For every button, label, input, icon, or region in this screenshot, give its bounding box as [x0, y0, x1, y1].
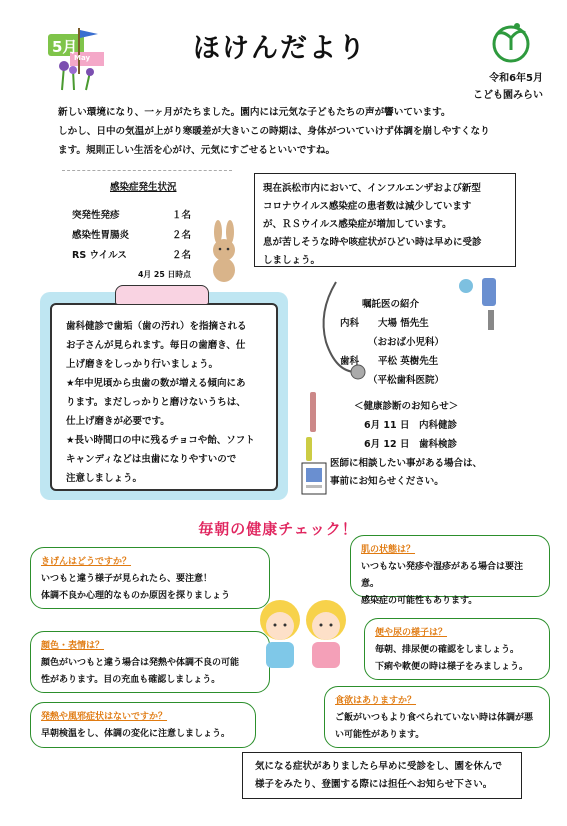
check-bubble-mood [30, 547, 270, 609]
dental-line: 仕上げ磨きが必要です。 [66, 416, 170, 427]
stat-name: 突発性発疹 [72, 210, 120, 221]
check-answer: 毎朝、排尿便の確認をしましょう。 [375, 645, 520, 655]
checkup-dental: 6月 12 日 歯科検診 [364, 439, 457, 450]
check-answer: 性があります。目の充血も確認しましょう。 [41, 675, 221, 685]
internal-doctor: 内科 大場 悟先生 [340, 318, 429, 329]
check-answer: 下痢や軟便の時は様子をみましょう。 [375, 662, 529, 672]
consult-notice [292, 455, 517, 491]
issue-date: 令和6年5月 [489, 73, 543, 84]
stat-name: RS ウイルス [72, 250, 127, 261]
rabbit-illustration [206, 220, 242, 282]
flu-line: 息が苦しそうな時や咳症状がひどい時は早めに受診 [263, 237, 482, 248]
school-logo [489, 20, 533, 64]
check-bubble-stool [364, 618, 550, 680]
consult-line: 医師に相談したい事がある場合は、 [330, 458, 483, 469]
footer-line: 気になる症状がありましたら早めに受診をし、園を休んで [255, 761, 503, 772]
thermometer-icon [310, 392, 316, 432]
check-answer: 早朝検温をし、体調の変化に注意しましょう。 [41, 729, 231, 739]
check-bubble-complexion [30, 631, 270, 693]
dental-line: お子さんが見られます。毎日の歯磨き、仕 [66, 340, 246, 351]
dental-line: 上げ磨きをしっかり行いましょう。 [66, 359, 219, 370]
check-question: 便や尿の様子は？ [375, 628, 448, 638]
stat-count: ２名 [172, 250, 192, 261]
stat-name: 感染性胃腸炎 [72, 230, 130, 241]
flu-line: が、ＲＳウイルス感染症が増加しています。 [263, 219, 452, 230]
doctors-section [340, 295, 520, 454]
stats-date: 4月 25 日時点 [138, 270, 191, 279]
dental-line: キャンディなどは虫歯になりやすいので [66, 454, 237, 465]
dental-line: ★年中児頃から虫歯の数が増える傾向にあ [66, 378, 246, 389]
check-question: 肌の状態は？ [361, 545, 416, 555]
intro-line: ます。規則正しい生活を心がけ、元気にすごせるといいですね。 [58, 145, 336, 156]
footer-line: 様子をみたり、登園する際には担任へお知らせ下さい。 [255, 779, 493, 790]
stat-count: １名 [172, 210, 192, 221]
dental-doctor: 歯科 平松 英樹先生 [340, 356, 439, 367]
checkups-heading: ＜健康診断のお知らせ＞ [354, 401, 459, 412]
children-illustration [248, 590, 358, 670]
sprout-logo-icon [489, 20, 533, 64]
month-en-label: May [74, 54, 91, 62]
dental-line: ります。まだしっかりと磨けないうちは、 [66, 397, 246, 408]
check-bubble-appetite [324, 686, 550, 748]
header-meta [473, 70, 543, 104]
check-question: きげんはどうですか？ [41, 557, 132, 567]
check-answer: いつもと違う様子が見られたら、要注意！ [41, 574, 213, 584]
flu-notice [254, 173, 516, 267]
health-check-title: 毎朝の健康チェック！ [198, 520, 358, 538]
check-bubble-skin [350, 535, 550, 606]
dental-notes [50, 303, 278, 491]
check-answer: 感染症の可能性もあります。 [361, 596, 478, 606]
footer-notice [242, 752, 522, 799]
check-bubble-fever [30, 702, 256, 748]
dental-line: 歯科健診で歯垢（歯の汚れ）を指摘される [66, 321, 247, 332]
stat-count: ２名 [172, 230, 192, 241]
check-question: 食欲はありますか？ [335, 696, 417, 706]
month-badge [44, 26, 120, 92]
dental-line: 注意しましょう。 [66, 473, 143, 484]
clipboard-clip [115, 285, 209, 305]
dental-line: ★長い時間口の中に残るチョコや飴、ソフト [66, 435, 255, 446]
consult-line: 事前にお知らせください。 [330, 476, 444, 487]
intro-line: 新しい環境になり、一ヶ月がたちました。園内には元気な子どもたちの声が響いています。 [58, 107, 451, 118]
bottle-icon [459, 279, 473, 293]
check-answer: ご飯がいつもより食べられていない時は体調が悪 [335, 713, 534, 723]
dental-clinic: （平松歯科医院） [368, 375, 445, 386]
check-question: 顔色・表情は？ [41, 641, 105, 651]
page-title: ほけんだより [193, 33, 367, 64]
flu-line: 現在浜松市内において、インフルエンザおよび新型 [263, 183, 481, 194]
intro-line: しかし、日中の気温が上がり寒暖差が大きいこの時期は、身体がついていけず体調を崩しやすくなり [58, 126, 490, 137]
check-question: 発熱や風邪症状はないですか？ [41, 712, 168, 722]
flu-line: コロナウイルス感染症の患者数は減少しています [263, 201, 472, 212]
intro-text [58, 103, 518, 160]
check-answer: 顔色がいつもと違う場合は発熱や体調不良の可能 [41, 658, 240, 668]
stats-title: 感染症発生状況 [110, 182, 177, 193]
doctors-heading: 嘱託医の紹介 [362, 299, 420, 310]
check-answer: い可能性があります。 [335, 730, 425, 740]
month-label: 5月 [52, 38, 78, 56]
check-answer: いつもない発疹や湿疹がある場合は要注意。 [361, 562, 524, 589]
school-name: こども園みらい [473, 90, 543, 101]
internal-clinic: （おおば小児科） [368, 337, 445, 348]
check-answer: 体調不良か心理的なものか原因を探りましょう [41, 591, 231, 601]
checkup-internal: 6月 11 日 内科健診 [364, 420, 457, 431]
flu-line: しましょう。 [263, 255, 321, 266]
